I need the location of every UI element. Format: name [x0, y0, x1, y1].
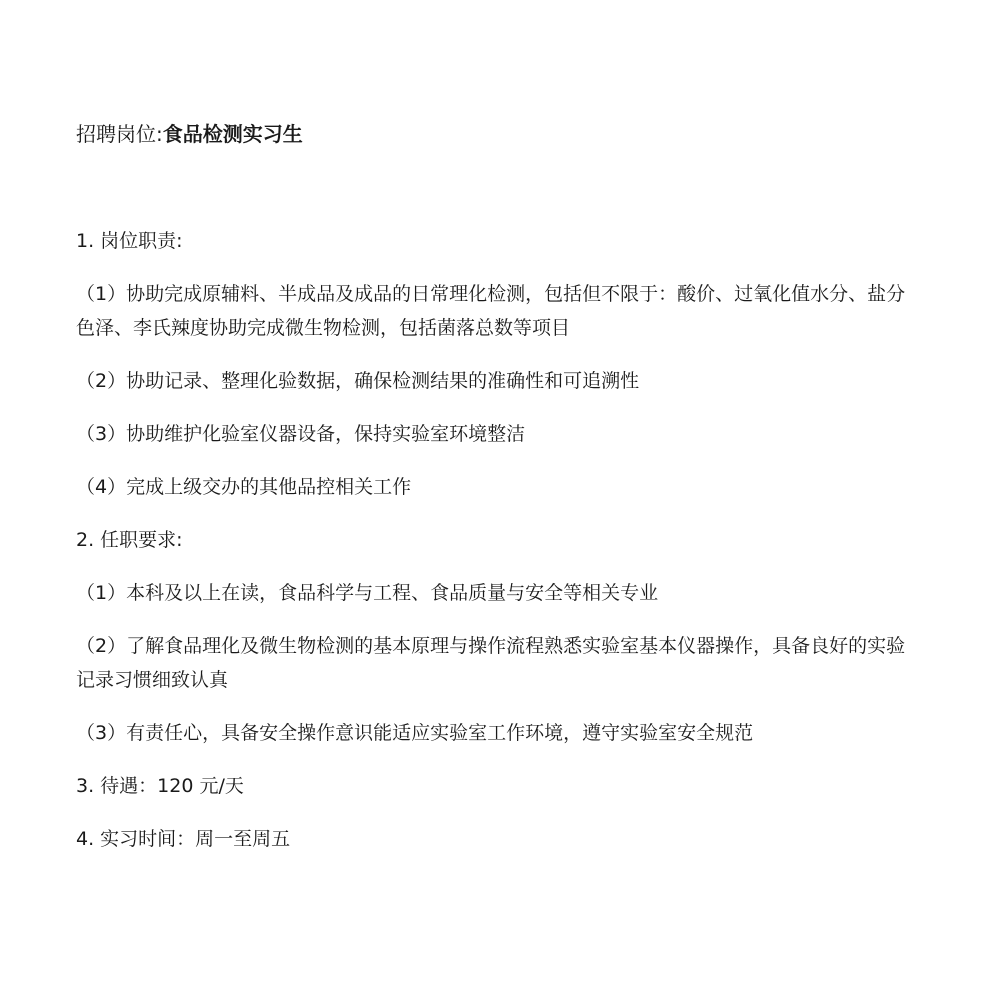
section-heading-duties: 1. 岗位职责:	[76, 230, 183, 252]
pay-info: 3. 待遇：120 元/天	[76, 775, 244, 797]
duty-item: （1）协助完成原辅料、半成品及成品的日常理化检测，包括但不限于：酸价、过氧化值水分、盐分色泽、李氏辣度协助完成微生物检测，包括菌落总数等项目	[76, 283, 906, 339]
schedule-info: 4. 实习时间：周一至周五	[76, 828, 291, 850]
duty-item: （2）协助记录、整理化验数据，确保检测结果的准确性和可追溯性	[76, 370, 640, 392]
requirement-item: （1）本科及以上在读，食品科学与工程、食品质量与安全等相关专业	[76, 582, 659, 604]
job-position-title: 食品检测实习生	[162, 122, 303, 146]
job-posting	[76, 118, 916, 875]
requirement-item: （2）了解食品理化及微生物检测的基本原理与操作流程熟悉实验室基本仪器操作，具备良好的实验记录习惯细致认真	[76, 635, 906, 691]
title-prefix: 招聘岗位:	[76, 122, 163, 146]
requirement-item: （3）有责任心，具备安全操作意识能适应实验室工作环境，遵守实验室安全规范	[76, 722, 754, 744]
posting-body	[76, 224, 916, 856]
duty-item: （4）完成上级交办的其他品控相关工作	[76, 476, 412, 498]
duty-item: （3）协助维护化验室仪器设备，保持实验室环境整洁	[76, 423, 526, 445]
posting-title	[76, 118, 916, 150]
section-heading-requirements: 2. 任职要求:	[76, 529, 183, 551]
